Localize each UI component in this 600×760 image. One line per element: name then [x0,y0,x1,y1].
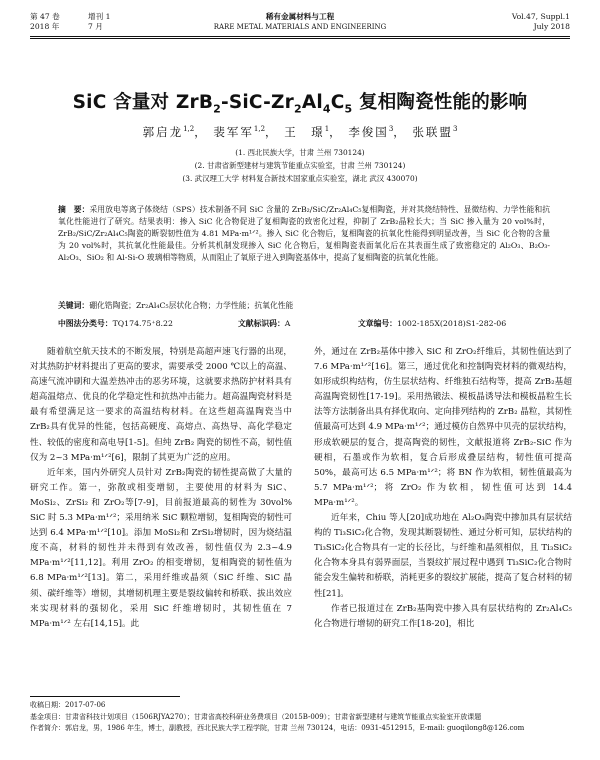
body-paragraph: 作者已报道过在 ZrB₂基陶瓷中掺入具有层状结构的 Zr₂Al₄C₅化合物进行增韧的研究工作[18-20]，相比 [314,603,572,629]
year-cn: 2018 年 [30,22,60,31]
journal-title-cn: 稀有金属材料与工程 [265,12,335,21]
author-name: 郭启龙 [142,125,184,139]
journal-title-en: RARE METAL MATERIALS AND ENGINEERING [213,23,387,31]
author-bio: 作者简介：郭启龙，男，1986 年生，博士，副教授，西北民族大学工程学院，甘肃 兰州 730124，电话：0931-4512915，E-mail: guoqilong8@126.com [30,724,525,732]
abstract-text: 采用放电等离子体烧结（SPS）技术制备不同 SiC 含量的 ZrB₂/SiC/Zr₂Al₄C₅复相陶瓷，并对其烧结特性、显微结构、力学性能和抗氧化性能进行了研究。结果表明：掺入 SiC 化合物促进了复相陶瓷的致密化过程，抑制了 ZrB₂晶粒长大；当 SiC 掺入量为 20 vol%时，ZrB₂/SiC/Zr₂Al₄C₅陶瓷的断裂韧性值为 4.81 MPa·m¹ᐟ²。掺入 SiC 化合物后，复相陶瓷的抗氧化性能得到明显改善，当 SiC 化合物的含量为 20 vol%时，其抗氧化性能最佳。分析其机制发现掺入 SiC 化合物后，复相陶瓷表面氧化后在其表面生成了致密稳定的 Al₂O₃、B₂O₃-Al₂O₃、SiO₂ 和 Al-Si-O 玻璃相等物质，从而阻止了氧原子进入到陶瓷基体中，提高了复相陶瓷的抗氧化性能。 [58,205,551,262]
keywords-text: 硼化锆陶瓷；Zr₂Al₄C₅层状化合物；力学性能；抗氧化性能 [89,301,294,310]
author-name: 李俊国 [348,125,389,139]
article-id: 1002-185X(2018)S1-282-06 [396,319,507,328]
body-paragraph: 外，通过在 ZrB₂基体中掺入 SiC 和 ZrO₂纤维后，其韧性值达到了 7.6 MPa·m¹ᐟ²[16]。第三，通过优化和控制陶瓷材料的微观结构，如形成织构结构，仿生层状结构、纤维独石结构等，提高 ZrB₂基超高温陶瓷韧性[17-19]。采用热锻法、模板晶诱导法和模板晶粒生长法等方法制备出具有择优取向、定向排列结构的 ZrB₂ 晶粒，其韧性值最高可达到 4.9 MPa·m¹ᐟ²；通过模仿自然界中贝壳的层状结构，形成软硬层的复合，提高陶瓷的韧性，文献报道将 ZrB₂-SiC 作为硬相，石墨或作为软相，复合后形成叠层结构，韧性值可提高 50%，最高可达 6.5 MPa·m¹ᐟ²；将 BN 作为软相，韧性值最高为 5.7 MPa·m¹ᐟ²；将 ZrO₂ 作为软相，韧性值可达到 14.4 MPa·m¹ᐟ²。 [314,347,572,508]
author-name: 张联盟 [412,125,453,139]
keywords [58,300,550,312]
clc-number: TQ174.75⁺8.22 [112,319,173,328]
abstract [58,204,550,264]
affiliation: (2. 甘肃省新型建材与建筑节能重点实验室，甘肃 兰州 730124) [194,161,406,170]
footnote-rule [30,696,180,697]
affiliation: (3. 武汉理工大学 材料复合新技术国家重点实验室，湖北 武汉 430070) [182,174,418,183]
affiliation: (1. 西北民族大学，甘肃 兰州 730124) [235,148,365,157]
fund-info: 基金项目：甘肃省科技计划项目（1506RJYA270）；甘肃省高校科研业务费项目（2015B-009）；甘肃省新型建材与建筑节能重点实验室开放课题 [30,712,482,721]
abstract-label: 摘 要： [58,205,90,214]
body-column-left [30,345,292,632]
body-paragraph: 近年来，Chiu 等人[20]成功地在 Al₂O₃陶瓷中掺加具有层状结构的 Ti₃SiC₂化合物，发现其断裂韧性、通过分析可知，层状结构的 Ti₃SiC₂化合物具有一定的长径比，与纤维和晶须相似，且 Ti₃SiC₂化合物本身具有弱界面层，当裂纹扩展过程中遇到 Ti₃SiC₂化合物时能会发生偏转和桥联，消耗更多的裂纹扩展能，提高了复合材料的韧性[21]。 [314,513,572,599]
supplement-cn: 增刊 1 [88,12,111,21]
header-rule-2 [30,38,570,39]
author-name: 王 璟 [284,125,325,139]
running-header [30,12,570,32]
document-code: A [284,319,291,328]
author-list: 郭启龙$^{1,2}$， 裴军军$^{1,2}$， 王 璟$^1$， 李俊国$^3$， 张联盟$^3$ [142,125,458,139]
body-paragraph: 随着航空航天技术的不断发展，特别是高超声速飞行器的出现，对其热防护材料提出了更高的要求，需要承受 2000 ℃以上的高温、高速气流冲刷和大温差热冲击的恶劣环境，这就要求热防护材料具有超高温熔点、优良的化学稳定性和抗热冲击能力。超高温陶瓷材料是最有希望满足这一要求的高温结构材料。在这些超高温陶瓷当中 ZrB₂具有优异的性能，包括高硬度、高熔点、高热导、高化学稳定性、较低的密度和高电导[1-5]。但纯 ZrB₂ 陶瓷的韧性不高，韧性值仅为 2~3 MPa·m¹ᐟ²[6]，限制了其更为广泛的应用。 [30,347,292,463]
body-column-right [314,345,572,632]
month-cn: 7 月 [88,22,103,31]
volume-cn: 第 47 卷 [30,12,60,21]
footnote [30,700,570,735]
date-en: July 2018 [533,22,570,31]
received-date: 收稿日期：2017-07-06 [30,701,106,709]
volume-en: Vol.47, Suppl.1 [511,12,570,21]
header-rule [30,36,570,37]
keywords-label: 关键词： [58,301,90,310]
body-paragraph: 近年来，国内外研究人员针对 ZrB₂陶瓷的韧性提高做了大量的研究工作。第一，弥散或相变增韧，主要使用的材料为 SiC、MoSi₂、ZrSi₂ 和 ZrO₂等[7-9]，目前报道最高的韧性为 30vol% SiC 时 5.3 MPa·m¹ᐟ²；采用纳米 SiC 颗粒增韧，复相陶瓷的韧性可达到 6.4 MPa·m¹ᐟ²[10]。添加 MoSi₂和 ZrSi₂增韧时，因为烧结温度不高，材料的韧性并未得到有效改善，韧性值仅为 2.3~4.9 MPa·m¹ᐟ²[11,12]。利用 ZrO₂ 的相变增韧，复相陶瓷的韧性值为 6.8 MPa·m¹ᐟ²[13]。第二，采用纤维或晶须（SiC 纤维、SiC 晶须、碳纤维等）增韧，其增韧机理主要是裂纹偏转和桥联、拔出效应来实现材料的强韧化，采用 SiC 纤维增韧时，其韧性值在 7 MPa·m¹ᐟ² 左右[14,15]。此 [30,467,292,629]
author-name: 裴军军 [213,125,254,139]
paper-title: SiC 含量对 $ZrB_2-SiC-Zr_2Al_4C_5$ 复相陶瓷性能的影响 [72,92,528,116]
